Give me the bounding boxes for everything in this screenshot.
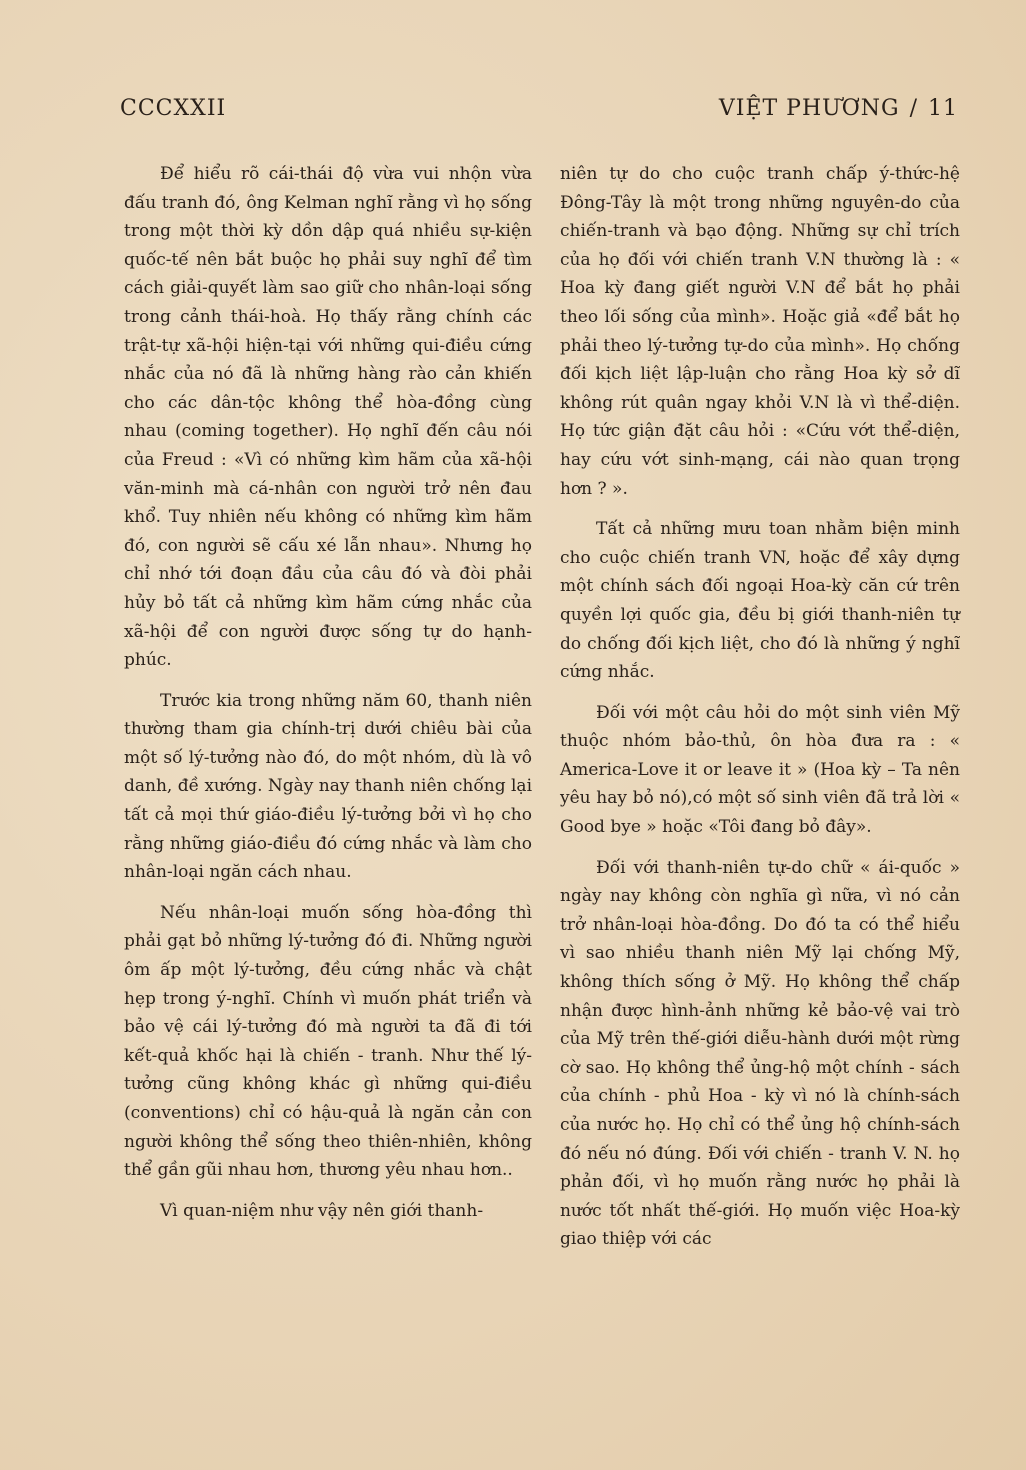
paragraph: Để hiểu rõ cái-thái độ vừa vui nhộn vừa đấu tranh đó, ông Kelman nghĩ rằng vì họ sống trong một thời kỳ dồn dập quá nhiều sự-kiện quốc-tế nên bắt buộc họ phải suy nghĩ để tìm cách giải-quyết làm sao giữ cho nhân-loại sống trong cảnh thái-hoà. Họ thấy rằng chính các trật-tự xã-hội hiện-tại với những qui-điều cứng nhắc của nó đã là những hàng rào cản khiến cho các dân-tộc không thể hòa-đồng cùng nhau (coming together). Họ nghĩ đến câu nói của Freud : «Vì có những kìm hãm của xã-hội văn-minh mà cá-nhân con người trở nên đau khổ. Tuy nhiên nếu không có những kìm hãm đó, con người sẽ cấu xé lẫn nhau». Nhưng họ chỉ nhớ tới đoạn đầu của câu đó và đòi phải hủy bỏ tất cả những kìm hãm cứng nhắc của xã-hội để con người được sống tự do hạnh-phúc. [124, 164, 532, 671]
page-header [120, 96, 958, 132]
paragraph: Nếu nhân-loại muốn sống hòa-đồng thì phải gạt bỏ những lý-tưởng đó đi. Những người ôm ấp một lý-tưởng, đều cứng nhắc và chật hẹp trong ý-nghĩ. Chính vì muốn phát triển và bảo vệ cái lý-tưởng đó mà người ta đã đi tới kết-quả khốc hại là chiến - tranh. Như thế lý-tưởng cũng không khác gì những qui-điều (conventions) chỉ có hậu-quả là ngăn cản con người không thể sống theo thiên-nhiên, không thể gần gũi nhau hơn, thương yêu nhau hơn.. [124, 902, 532, 1181]
page-number: 11 [928, 96, 958, 121]
right-column [560, 160, 960, 1266]
paragraph: Trước kia trong những năm 60, thanh niên thường tham gia chính-trị dưới chiêu bài của một số lý-tưởng nào đó, do một nhóm, dù là vô danh, đề xướng. Ngày nay thanh niên chống lại tất cả mọi thứ giáo-điều lý-tưởng bởi vì họ cho rằng những giáo-điều đó cứng nhắc và làm cho nhân-loại ngăn cách nhau. [124, 690, 532, 883]
paragraph: Đối với một câu hỏi do một sinh viên Mỹ thuộc nhóm bảo-thủ, ôn hòa đưa ra : « America-Love it or leave it » (Hoa kỳ – Ta nên yêu hay bỏ nó),có một số sinh viên đã trả lời « Good bye » hoặc «Tôi đang bỏ đây». [560, 702, 960, 838]
page-label: CCCXXII [120, 96, 227, 121]
header-separator: / [909, 96, 918, 121]
running-head [719, 96, 958, 121]
paragraph: Tất cả những mưu toan nhằm biện minh cho cuộc chiến tranh VN, hoặc để xây dựng một chính sách đối ngoại Hoa-kỳ căn cứ trên quyền lợi quốc gia, đều bị giới thanh-niên tự do chống đối kịch liệt, cho đó là những ý nghĩ cứng nhắc. [560, 519, 960, 683]
paragraph: niên tự do cho cuộc tranh chấp ý-thức-hệ Đông-Tây là một trong những nguyên-do của chiến-tranh và bạo động. Những sự chỉ trích của họ đối với chiến tranh V.N thường là : « Hoa kỳ đang giết người V.N để bắt họ phải theo lối sống của mình». Hoặc giả «để bắt họ phải theo lý-tưởng tự-do của mình». Họ chống đối kịch liệt lập-luận cho rằng Hoa kỳ sở dĩ không rút quân ngay khỏi V.N là vì thể-diện. Họ tức giận đặt câu hỏi : «Cứu vớt thể-diện, hay cứu vớt sinh-mạng, cái nào quan trọng hơn ? ». [560, 164, 960, 499]
left-column [124, 160, 532, 1237]
paragraph: Đối với thanh-niên tự-do chữ « ái-quốc » ngày nay không còn nghĩa gì nữa, vì nó cản trở nhân-loại hòa-đồng. Do đó ta có thể hiểu vì sao nhiều thanh niên Mỹ lại chống Mỹ, không thích sống ở Mỹ. Họ không thể chấp nhận được hình-ảnh những kẻ bảo-vệ vai trò của Mỹ trên thế-giới diễu-hành dưới một rừng cờ sao. Họ không thể ủng-hộ một chính - sách của chính - phủ Hoa - kỳ vì nó là chính-sách của nước họ. Họ chỉ có thể ủng hộ chính-sách đó nếu nó đúng. Đối với chiến - tranh V. N. họ phản đối, vì họ muốn rằng nước họ phải là nước tốt nhất thế-giới. Họ muốn việc Hoa-kỳ giao thiệp với các [560, 857, 960, 1250]
journal-name: VIỆT PHƯƠNG [718, 96, 900, 121]
paragraph: Vì quan-niệm như vậy nên giới thanh- [160, 1200, 484, 1221]
